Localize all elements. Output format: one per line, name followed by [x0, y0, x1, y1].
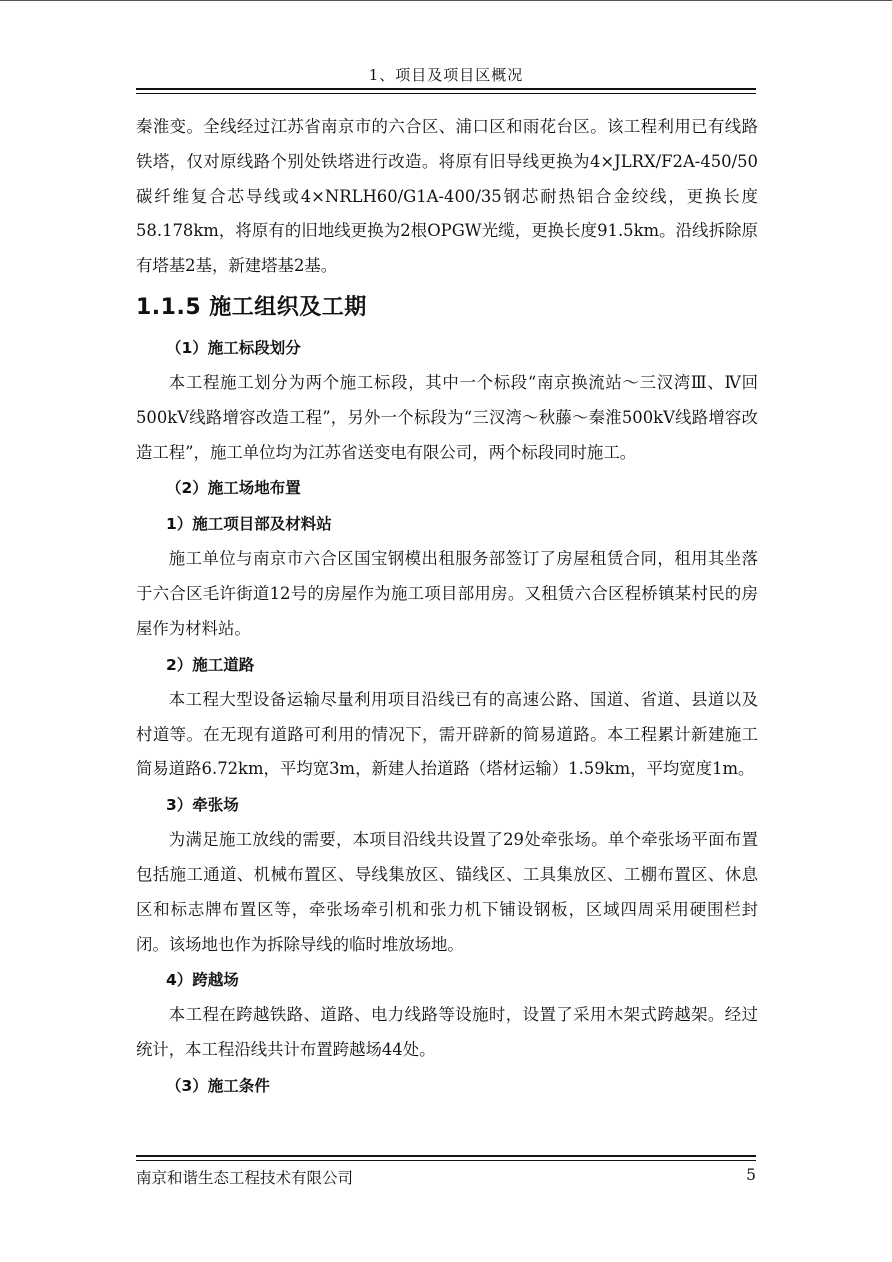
footer-rule [136, 1155, 756, 1157]
paragraph-construction-sections: 本工程施工划分为两个施工标段，其中一个标段“南京换流站～三汊湾Ⅲ、Ⅳ回500kV线路增容改造工程”，另外一个标段为“三汊湾～秋藤～秦淮500kV线路增容改造工程”，施工单位均为江苏省送变电有限公司，两个标段同时施工。 [136, 372, 758, 462]
page-number: 5 [746, 1166, 756, 1184]
header-rule [136, 88, 756, 90]
running-header: 1、项目及项目区概况 [368, 66, 524, 84]
paragraph-crossing-yard: 本工程在跨越铁路、道路、电力线路等设施时，设置了采用木架式跨越架。经过统计，本工程沿线共计布置跨越场44处。 [136, 1005, 758, 1060]
item-heading-project-office: 1）施工项目部及材料站 [166, 515, 332, 534]
item-heading-tension-yard: 3）牵张场 [166, 796, 239, 815]
document-body [136, 110, 758, 1104]
subsection-heading-sections: （1）施工标段划分 [166, 338, 301, 357]
paragraph-project-overview: 秦淮变。全线经过江苏省南京市的六合区、浦口区和雨花台区。该工程利用已有线路铁塔，仅对原线路个别处铁塔进行改造。将原有旧导线更换为4×JLRX/F2A-450/50碳纤维复合芯导线或4×NRLH60/G1A-400/35钢芯耐热铝合金绞线，更换长度58.178km，将原有的旧地线更换为2根OPGW光缆，更换长度91.5km。沿线拆除原有塔基2基，新建塔基2基。 [136, 117, 758, 276]
paragraph-construction-roads: 本工程大型设备运输尽量利用项目沿线已有的高速公路、国道、省道、县道以及村道等。在无现有道路可利用的情况下，需开辟新的简易道路。本工程累计新建施工简易道路6.72km，平均宽3m，新建人抬道路（塔材运输）1.59km，平均宽度1m。 [136, 689, 758, 779]
item-heading-construction-roads: 2）施工道路 [166, 655, 255, 674]
section-heading: 1.1.5 施工组织及工期 [136, 294, 367, 320]
page-top-border [0, 0, 892, 1]
footer-company: 南京和谐生态工程技术有限公司 [136, 1169, 354, 1187]
header-rule-thin [136, 93, 756, 94]
footer-rule-thin [136, 1160, 756, 1161]
subsection-heading-site-layout: （2）施工场地布置 [166, 479, 301, 498]
paragraph-project-office: 施工单位与南京市六合区国宝钢模出租服务部签订了房屋租赁合同，租用其坐落于六合区毛许街道12号的房屋作为施工项目部用房。又租赁六合区程桥镇某村民的房屋作为材料站。 [136, 549, 758, 638]
paragraph-tension-yard: 为满足施工放线的需要，本项目沿线共设置了29处牵张场。单个牵张场平面布置包括施工通道、机械布置区、导线集放区、锚线区、工具集放区、工棚布置区、休息区和标志牌布置区等，牵张场牵引机和张力机下铺设钢板，区域四周采用硬围栏封闭。该场地也作为拆除导线的临时堆放场地。 [136, 830, 758, 954]
item-heading-crossing-yard: 4）跨越场 [166, 971, 239, 990]
subsection-heading-conditions: （3）施工条件 [166, 1076, 270, 1095]
